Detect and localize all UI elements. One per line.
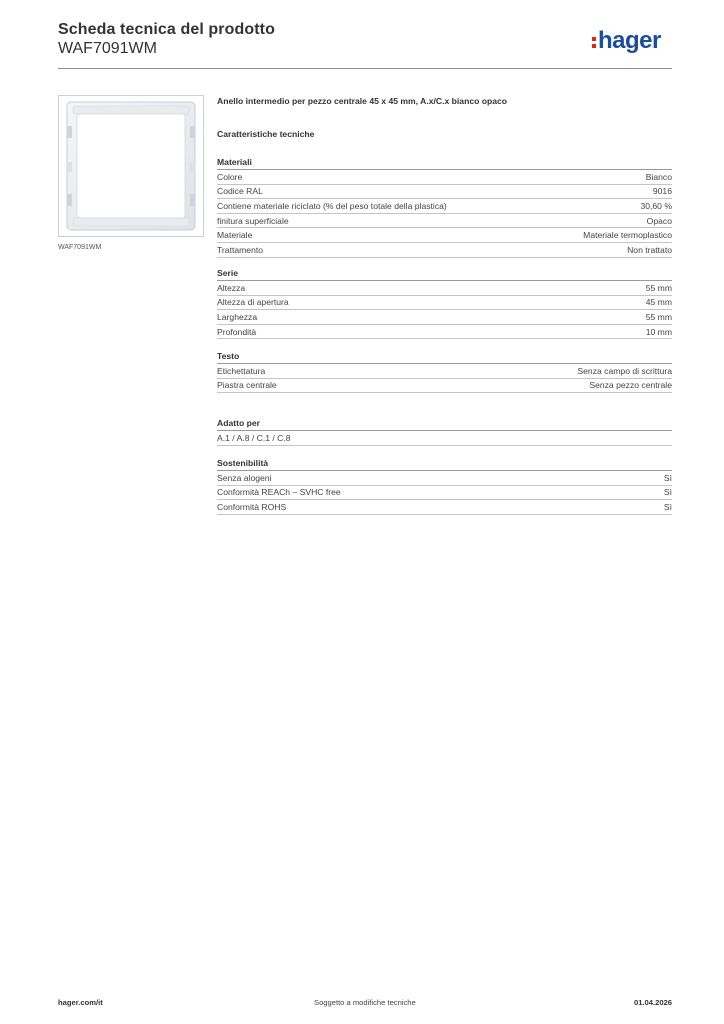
row-label: finitura superficiale [217, 215, 289, 226]
row-label: Materiale [217, 230, 253, 241]
table-row [217, 296, 672, 311]
row-label: Profondità [217, 326, 257, 337]
footer-date: 01.04.2026 [633, 998, 672, 1007]
row-label: Codice RAL [217, 186, 263, 197]
section-materiali [217, 156, 672, 258]
section-title: Materiali [217, 156, 672, 170]
section-title: Testo [217, 350, 672, 364]
row-label: A.1 / A.8 / C.1 / C.8 [217, 432, 291, 443]
row-value: 55 mm [645, 311, 672, 322]
row-value: 30,60 % [640, 200, 672, 211]
row-value: Materiale termoplastico [583, 230, 672, 241]
table-row [217, 185, 672, 200]
row-value: Sì [663, 472, 672, 483]
row-label: Altezza di apertura [217, 297, 289, 308]
row-label: Conformità ROHS [217, 501, 287, 512]
table-row [217, 228, 672, 243]
section-title: Serie [217, 267, 672, 281]
row-value: Senza campo di scrittura [577, 365, 672, 376]
table-row [217, 199, 672, 214]
table-row [217, 500, 672, 515]
row-label: Larghezza [217, 311, 258, 322]
table-row [217, 243, 672, 258]
row-value: Sì [663, 501, 672, 512]
row-value: Non trattato [627, 244, 672, 255]
product-description: Anello intermedio per pezzo centrale 45 x 45 mm, A.x/C.x bianco opaco [217, 96, 508, 106]
row-value: Bianco [645, 171, 672, 182]
row-label: Conformità REACh – SVHC free [217, 487, 341, 498]
table-row [217, 281, 672, 296]
table-row [217, 379, 672, 394]
section-title: Sostenibilità [217, 457, 672, 471]
characteristics-heading: Caratteristiche tecniche [217, 129, 315, 139]
section-adatto-per [217, 417, 672, 446]
row-value: 55 mm [645, 282, 672, 293]
document-header [58, 20, 275, 58]
product-code: WAF7091WM [58, 40, 157, 57]
section-sostenibilita [217, 457, 672, 515]
row-label: Altezza [217, 282, 246, 293]
table-row [217, 325, 672, 340]
table-row [217, 431, 672, 446]
table-row [217, 170, 672, 185]
product-image-caption: WAF7091WM [58, 244, 102, 251]
table-row [217, 486, 672, 501]
footer-website-link[interactable]: hager.com/it [58, 998, 103, 1007]
row-value: Opaco [646, 215, 672, 226]
product-description-block [217, 96, 672, 140]
row-label: Etichettatura [217, 365, 266, 376]
row-label: Senza alogeni [217, 472, 272, 483]
hager-logo [592, 28, 661, 54]
logo-text: hager [598, 27, 661, 54]
product-image [59, 96, 203, 236]
table-row [217, 471, 672, 486]
row-value: Senza pezzo centrale [589, 380, 672, 391]
section-serie [217, 267, 672, 339]
row-label: Piastra centrale [217, 380, 277, 391]
logo-dots-icon [592, 37, 596, 48]
page-title: Scheda tecnica del prodotto [58, 21, 275, 38]
header-divider [58, 68, 672, 69]
row-label: Colore [217, 171, 243, 182]
table-row [217, 310, 672, 325]
row-label: Trattamento [217, 244, 264, 255]
row-value: Sì [663, 487, 672, 498]
product-image-frame [58, 95, 204, 237]
row-value: 9016 [652, 186, 672, 197]
table-row [217, 364, 672, 379]
footer-note: Soggetto a modifiche tecniche [314, 998, 416, 1007]
table-row [217, 214, 672, 229]
section-testo [217, 350, 672, 393]
row-value: 10 mm [645, 326, 672, 337]
row-label: Contiene materiale riciclato (% del peso totale della plastica) [217, 200, 447, 211]
section-title: Adatto per [217, 417, 672, 431]
row-value: 45 mm [645, 297, 672, 308]
